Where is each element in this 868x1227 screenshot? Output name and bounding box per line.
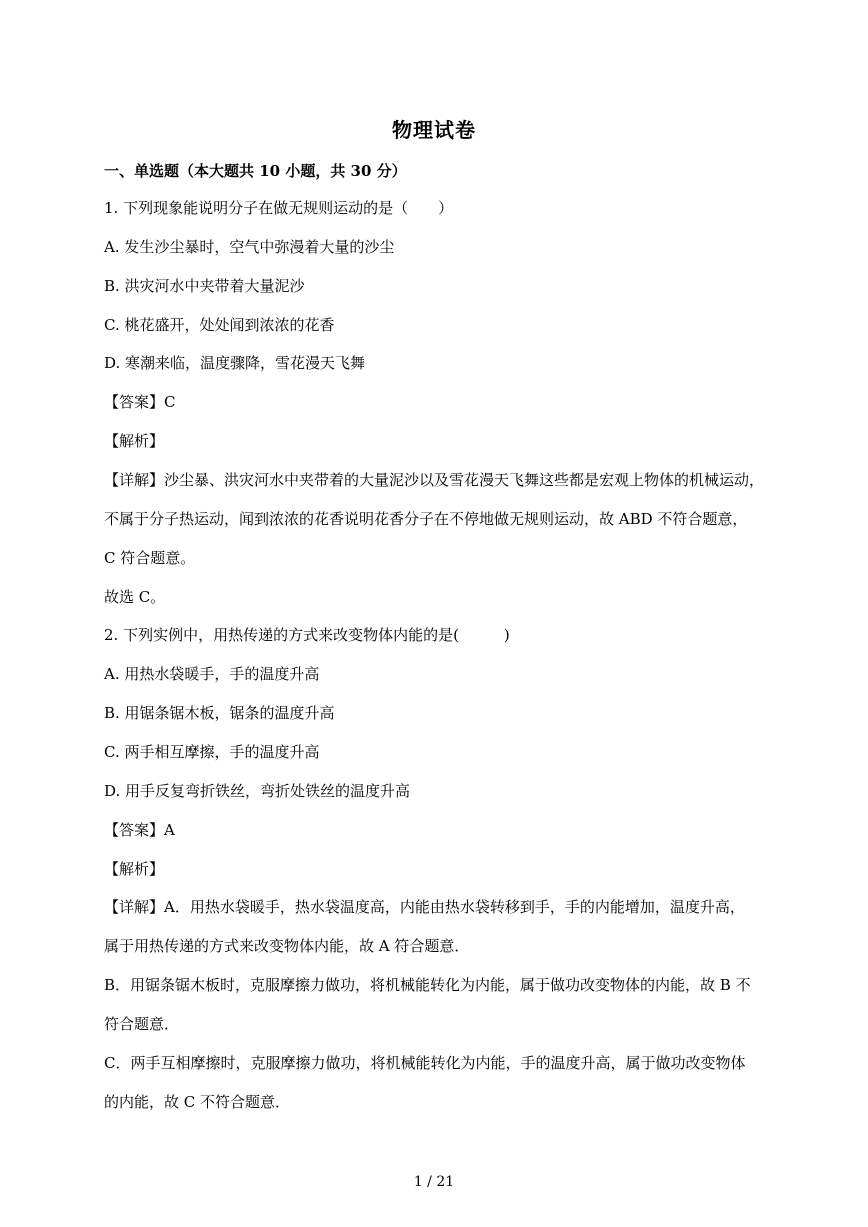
question-1-detail-line-1: 【详解】沙尘暴、洪灾河水中夹带着的大量泥沙以及雪花漫天飞舞这些都是宏观上物体的机械运动，	[104, 471, 765, 489]
question-1-answer: 【答案】C	[104, 393, 176, 411]
question-2-detail-line-2: 属于用热传递的方式来改变物体内能，故 A 符合题意．	[104, 937, 470, 955]
question-1-option-c: C. 桃花盛开，处处闻到浓浓的花香	[104, 316, 335, 334]
question-2-detail-line-3: B．用锯条锯木板时，克服摩擦力做功，将机械能转化为内能，属于做功改变物体的内能，故 B 不	[104, 976, 751, 994]
page-number: 1 / 21	[413, 1174, 455, 1190]
question-1-stem: 1. 下列现象能说明分子在做无规则运动的是（ ）	[104, 199, 454, 217]
question-2-detail-line-5: C．两手互相摩擦时，克服摩擦力做功，将机械能转化为内能，手的温度升高，属于做功改变物体	[104, 1054, 746, 1072]
question-1-analysis-heading: 【解析】	[104, 432, 165, 450]
question-1-detail-line-3: C 符合题意。	[104, 549, 196, 567]
page-title: 物理试卷	[392, 118, 476, 142]
question-2-option-a: A. 用热水袋暖手，手的温度升高	[104, 665, 320, 683]
question-2-option-d: D. 用手反复弯折铁丝，弯折处铁丝的温度升高	[104, 782, 411, 800]
question-2-option-b: B. 用锯条锯木板，锯条的温度升高	[104, 704, 335, 722]
question-2-detail-line-6: 的内能，故 C 不符合题意．	[104, 1093, 291, 1111]
question-1-option-b: B. 洪灾河水中夹带着大量泥沙	[104, 277, 305, 295]
question-1-detail-line-2: 不属于分子热运动，闻到浓浓的花香说明花香分子在不停地做无规则运动，故 ABD 不符合题意，	[104, 510, 748, 528]
question-2-detail-line-1: 【详解】A．用热水袋暖手，热水袋温度高，内能由热水袋转移到手，手的内能增加，温度升高，	[104, 898, 745, 916]
section-heading: 一、单选题（本大题共 10 小题，共 30 分）	[104, 162, 407, 180]
question-2-answer: 【答案】A	[104, 821, 175, 839]
question-2-stem: 2. 下列实例中，用热传递的方式来改变物体内能的是( )	[104, 626, 510, 644]
question-2-option-c: C. 两手相互摩擦，手的温度升高	[104, 743, 320, 761]
question-2-detail-line-4: 符合题意．	[104, 1015, 180, 1033]
question-1-option-d: D. 寒潮来临，温度骤降，雪花漫天飞舞	[104, 354, 366, 372]
question-1-conclusion: 故选 C。	[104, 588, 166, 606]
question-1-option-a: A. 发生沙尘暴时，空气中弥漫着大量的沙尘	[104, 238, 395, 256]
question-2-analysis-heading: 【解析】	[104, 860, 165, 878]
